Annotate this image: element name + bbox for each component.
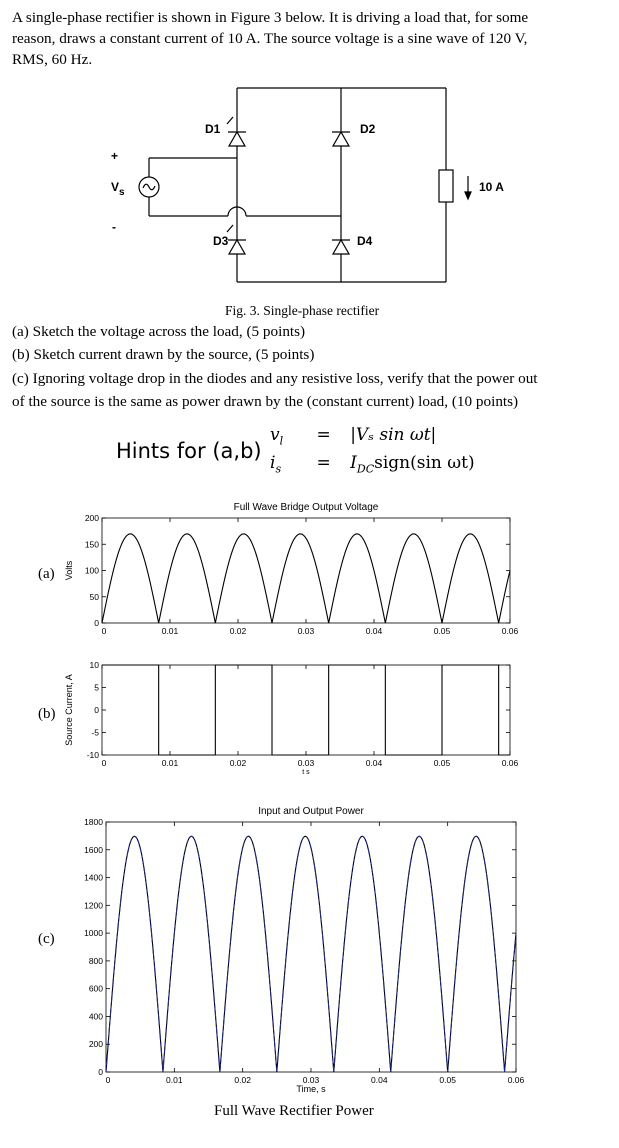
y-tick-label: 1400 <box>84 872 103 883</box>
y-tick-label: 600 <box>88 983 103 994</box>
y-tick-label: 400 <box>88 1011 103 1022</box>
y-tick-label: -10 <box>86 750 99 760</box>
problem-statement <box>12 7 612 70</box>
y-tick-label: 150 <box>84 539 99 550</box>
x-tick-label: 0.02 <box>229 626 247 636</box>
series-line-vl <box>102 534 510 623</box>
x-tick-label: 0.05 <box>433 758 451 768</box>
y-tick-label: 0 <box>98 1067 103 1077</box>
hint-equation-vl: $v_l = |V_s$ sin ωt| <box>270 425 437 448</box>
chart-title: Input and Output Power <box>258 806 364 817</box>
question-a: (a) Sketch the voltage across the load, (5 points) <box>12 323 306 340</box>
y-tick-label: 0 <box>94 618 99 628</box>
x-tick-label: 0 <box>101 626 107 636</box>
plot-label-a: (a) <box>38 566 55 582</box>
plot-frame <box>102 518 510 623</box>
x-axis-label: Time, s <box>296 1084 326 1094</box>
diode-label-d3: D3 <box>213 234 229 248</box>
chart-source-current <box>60 655 530 790</box>
y-axis-label: Source Current, A <box>64 674 74 746</box>
x-tick-label: 0 <box>105 1075 111 1085</box>
source-minus-sign: - <box>112 220 116 234</box>
y-tick-label: 200 <box>88 1039 103 1050</box>
footer-caption: Full Wave Rectifier Power <box>214 1103 374 1119</box>
x-tick-label: 0.04 <box>371 1075 388 1085</box>
y-tick-label: 1800 <box>84 817 103 827</box>
x-tick-label: 0.04 <box>365 758 383 768</box>
x-tick-label: 0.02 <box>234 1075 251 1085</box>
x-tick-label: 0 <box>101 758 107 768</box>
y-tick-label: 50 <box>89 591 99 602</box>
x-tick-label: 0.06 <box>507 1075 525 1085</box>
x-tick-label: 0.03 <box>302 1075 320 1085</box>
x-tick-label: 0.01 <box>161 758 179 768</box>
x-tick-label: 0.02 <box>229 758 247 768</box>
x-tick-label: 0.03 <box>297 626 315 636</box>
plot-label-c: (c) <box>38 931 55 947</box>
load-current-label: 10 A <box>479 180 504 194</box>
y-tick-label: 200 <box>84 513 99 523</box>
diode-label-d1: D1 <box>205 122 221 136</box>
y-tick-label: 1600 <box>84 844 103 855</box>
y-tick-label: 10 <box>89 660 99 670</box>
question-c-line-1: (c) Ignoring voltage drop in the diodes and any resistive loss, verify that the power out <box>12 370 538 387</box>
question-c-line-2: of the source is the same as power drawn by the (constant current) load, (10 points) <box>12 393 519 410</box>
series-line-is <box>102 665 510 755</box>
series-line-output-power <box>106 836 516 1072</box>
hints-label: Hints for (a,b) <box>116 439 262 463</box>
diode-label-d2: D2 <box>360 122 376 136</box>
hint-equation-is: $i_s$ = $I_{DC}sign(\sin$ ωt) <box>270 453 475 476</box>
x-tick-label: 0.05 <box>433 626 451 636</box>
chart-load-voltage <box>60 490 530 645</box>
x-tick-label: 0.01 <box>166 1075 183 1085</box>
source-label: $V_s$ <box>111 180 125 198</box>
y-tick-label: 100 <box>84 565 99 576</box>
x-tick-label: 0.03 <box>297 758 315 768</box>
y-tick-label: -5 <box>91 727 99 738</box>
source-plus-sign: + <box>111 149 119 163</box>
y-tick-label: 800 <box>88 955 103 966</box>
y-tick-label: 0 <box>94 705 99 715</box>
y-tick-label: 1200 <box>84 900 103 911</box>
x-axis-label: t s <box>302 769 310 776</box>
y-axis-label: Volts <box>64 560 74 581</box>
diode-label-d4: D4 <box>357 234 373 248</box>
rectifier-circuit-diagram <box>0 80 619 295</box>
plot-label-b: (b) <box>38 706 56 722</box>
problem-line-2: reason, draws a constant current of 10 A. The source voltage is a sine wave of 120 V, <box>12 30 528 47</box>
x-tick-label: 0.06 <box>501 758 519 768</box>
x-tick-label: 0.01 <box>161 626 179 636</box>
question-b: (b) Sketch current drawn by the source, (5 points) <box>12 346 315 363</box>
x-tick-label: 0.04 <box>365 626 383 636</box>
plot-frame <box>106 822 516 1072</box>
chart-title: Full Wave Bridge Output Voltage <box>233 502 379 513</box>
y-tick-label: 1000 <box>84 928 103 939</box>
problem-line-1: A single-phase rectifier is shown in Figure 3 below. It is driving a load that, for some <box>12 9 529 26</box>
series-line-input-power <box>106 836 516 1072</box>
y-tick-label: 5 <box>94 682 99 693</box>
problem-line-3: RMS, 60 Hz. <box>12 51 93 68</box>
chart-power <box>60 798 540 1098</box>
x-tick-label: 0.06 <box>501 626 519 636</box>
x-tick-label: 0.05 <box>439 1075 456 1085</box>
plot-frame <box>102 665 510 755</box>
figure-caption: Fig. 3. Single-phase rectifier <box>225 303 380 318</box>
